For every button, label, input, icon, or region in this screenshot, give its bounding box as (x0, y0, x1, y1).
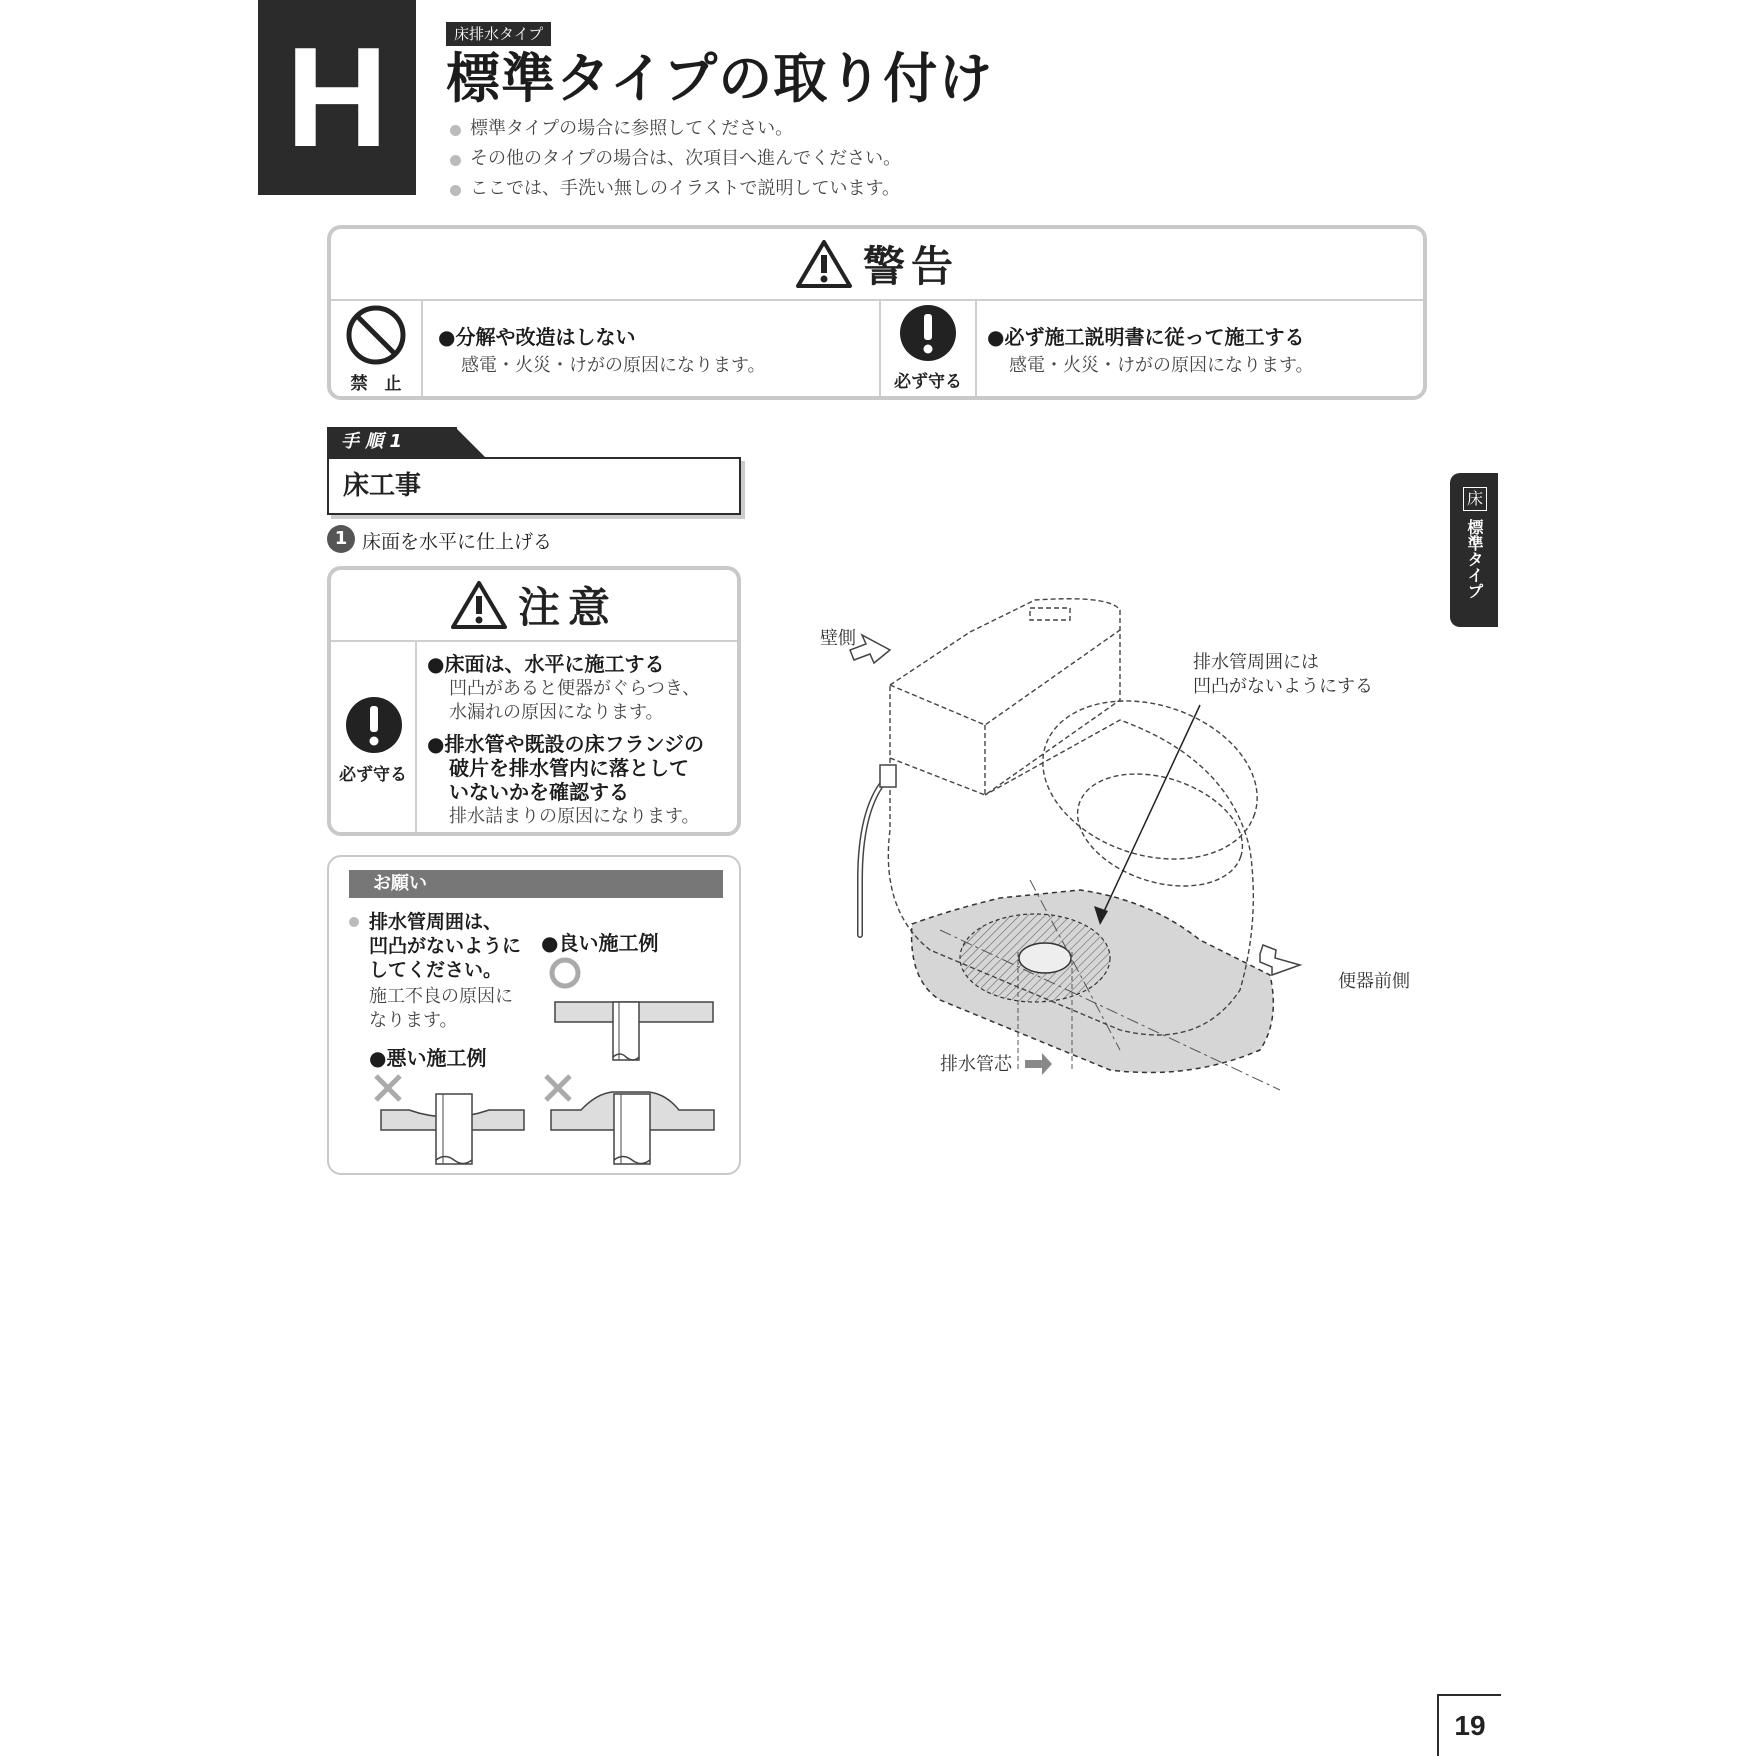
intro-bullet: その他のタイプの場合は、次項目へ進んでください。 (448, 144, 901, 174)
bad-example-illustration (374, 1072, 724, 1167)
must-text: 感電・火災・けがの原因になります。 (1009, 355, 1314, 376)
wall-side-label: 壁側 (820, 628, 856, 649)
drain-note-line2: 凹凸がないようにする (1193, 676, 1373, 697)
request-line2: 凹凸がないように (369, 935, 522, 957)
divider (415, 640, 417, 832)
caution-triangle-icon (450, 580, 508, 630)
must-label: 必ず守る (894, 372, 962, 392)
caution-item2-line2: 破片を排水管内に落として (449, 756, 689, 780)
warning-panel (327, 225, 1427, 400)
caution-item2-text: 排水詰まりの原因になります。 (449, 806, 700, 827)
caution-must-label: 必ず守る (339, 765, 407, 785)
type-tag: 床排水タイプ (446, 22, 551, 46)
side-tab-box: 床 (1463, 487, 1487, 511)
bullet-dot (349, 917, 359, 927)
caution-item1-line2: 水漏れの原因になります。 (449, 702, 664, 723)
request-heading: お願い (349, 870, 723, 898)
caution-item2-line1: ●排水管や既設の床フランジの (427, 732, 704, 756)
request-line1: 排水管周囲は、 (369, 911, 503, 933)
step-item-number: 1 (327, 525, 355, 553)
good-example-illustration (549, 957, 719, 1062)
caution-panel (327, 566, 741, 836)
caution-header (331, 570, 737, 642)
bad-example-label: ●悪い施工例 (369, 1046, 487, 1070)
good-example-label: ●良い施工例 (541, 931, 659, 955)
request-line4: 施工不良の原因に (369, 986, 513, 1007)
step-title: 床工事 (327, 457, 741, 515)
intro-bullets (448, 114, 901, 204)
step-item-text: 床面を水平に仕上げる (362, 531, 553, 553)
side-tab-label: 標準タイプ (1465, 519, 1484, 599)
request-panel (327, 855, 741, 1175)
request-line5: なります。 (369, 1010, 458, 1031)
section-letter-block: H (258, 0, 416, 195)
caution-heading: 注意 (517, 583, 618, 632)
exclamation-icon (899, 304, 957, 362)
intro-bullet: 標準タイプの場合に参照してください。 (448, 114, 901, 144)
divider (879, 299, 881, 396)
drain-note-line1: 排水管周囲には (1193, 652, 1319, 673)
must-title: ●必ず施工説明書に従って施工する (987, 325, 1305, 349)
step-tab-corner (455, 427, 485, 457)
page-number: 19 (1437, 1694, 1501, 1756)
prohibit-label: 禁 止 (350, 374, 402, 394)
caution-item1-title: ●床面は、水平に施工する (427, 652, 665, 676)
caution-item2-line3: いないかを確認する (449, 780, 629, 804)
divider (975, 299, 977, 396)
intro-bullet: ここでは、手洗い無しのイラストで説明しています。 (448, 174, 901, 204)
front-side-label: 便器前側 (1338, 971, 1410, 992)
exclamation-icon (345, 696, 403, 754)
prohibit-icon (345, 304, 407, 366)
request-line3: してください。 (369, 959, 503, 981)
drain-center-label: 排水管芯 (940, 1054, 1012, 1075)
prohibit-text: 感電・火災・けがの原因になります。 (461, 355, 766, 376)
divider (421, 299, 423, 396)
side-index-tab (1450, 473, 1498, 627)
step-tab: 手 順 1 (327, 427, 457, 457)
warning-triangle-icon (795, 239, 853, 289)
caution-item1-line1: 凹凸があると便器がぐらつき、 (449, 678, 701, 699)
prohibit-title: ●分解や改造はしない (438, 325, 636, 349)
warning-heading: 警告 (862, 242, 959, 291)
warning-header (331, 229, 1423, 301)
page-title: 標準タイプの取り付け (446, 47, 994, 110)
